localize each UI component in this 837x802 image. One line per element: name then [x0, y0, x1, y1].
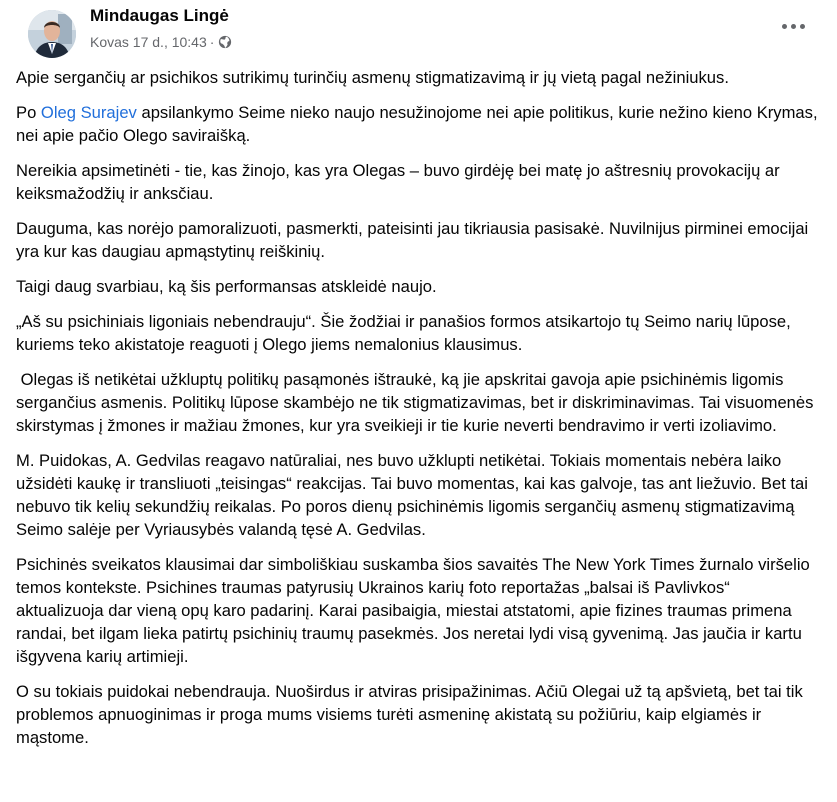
author-name[interactable]: Mindaugas Lingė — [90, 6, 229, 25]
author-avatar[interactable] — [28, 10, 76, 58]
paragraph-text: apsilankymo Seime nieko naujo nesužinojome nei apie politikus, kurie nežino kieno Krymas, nei apie pačio Olego saviraišką. — [16, 103, 818, 145]
post-meta — [90, 34, 232, 50]
more-options-button[interactable] — [779, 14, 807, 38]
post-body — [16, 60, 821, 749]
post-paragraph — [16, 101, 821, 147]
meta-separator: · — [209, 34, 215, 50]
post-paragraph: M. Puidokas, A. Gedvilas reagavo natūraliai, nes buvo užklupti netikėtai. Tokiais momentais nebėra laiko užsidėti kaukę ir transliuoti „teisingas“ reakcijas. Tai buvo momentas, kai kas galvoje, tas ant liežuvio. Bet tai nebuvo tik kelių sekundžių reikalas. Po poros dienų psichinėmis ligomis sergančių asmenų stigmatizavimą Seimo salėje per Vyriausybės valandą tęsė A. Gedvilas. — [16, 451, 808, 539]
post-paragraph: Dauguma, kas norėjo pamoralizuoti, pasmerkti, pateisinti jau tikriausia pasisakė. Nuvilnijus pirminei emocijai yra kur kas daugiau apmąstytinų reiškinių. — [16, 219, 809, 261]
globe-icon[interactable] — [218, 35, 232, 49]
more-options-icon — [791, 24, 796, 29]
paragraph-text: Po — [16, 103, 41, 122]
more-options-icon — [800, 24, 805, 29]
post-paragraph: Nereikia apsimetinėti - tie, kas žinojo, kas yra Olegas – buvo girdėję bei matę jo aštresnių provokacijų ar keiksmažodžių ir anksčiau. — [16, 161, 780, 203]
post-paragraph: O su tokiais puidokai nebendrauja. Nuoširdus ir atviras prisipažinimas. Ačiū Olegai už tą apšvietą, bet tai tik problemos apnuoginimas ir proga mums visiems turėti asmeninę akistatą su požiūriu, kaip elgiamės ir mąstome. — [16, 682, 803, 747]
post-timestamp[interactable]: Kovas 17 d., 10:43 — [90, 34, 207, 50]
post-paragraph: Olegas iš netikėtai užkluptų politikų pasąmonės ištraukė, ką jie apskritai gavoja apie psichinėmis ligomis sergančius asmenis. Politikų lūpose skambėjo ne tik stigmatizavimas, bet ir diskriminavimas. Tai visuomenės skirstymas į žmones ir mažiau žmones, kur yra sveikieji ir tie kurie neverti bendravimo ir verti izoliavimo. — [16, 370, 819, 435]
mention-link[interactable]: Oleg Surajev — [40, 103, 137, 122]
post-paragraph: Psichinės sveikatos klausimai dar simboliškiau suskamba šios savaitės The New York Times žurnalo viršelio temos kontekste. Psichines traumas patyrusių Ukrainos karių foto reportažas „balsai iš Pavlivkos“ aktualizuoja dar vieną opų karo padarinį. Karai pasibaigia, miestai atstatomi, apie fizines traumas primena randai, bet ilgam lieka patirtų psichinių traumų pasekmės. Jos neretai lydi visą gyvenimą. Jas jaučia ir kartu išgyvena karių artimieji. — [16, 555, 810, 666]
post-header — [16, 0, 821, 60]
post-paragraph: Taigi daug svarbiau, ką šis performansas atskleidė naujo. — [16, 277, 437, 296]
avatar-photo — [28, 10, 76, 58]
post-paragraph: Apie sergančių ar psichikos sutrikimų turinčių asmenų stigmatizavimą ir jų vietą pagal nežiniukus. — [16, 68, 729, 87]
more-options-icon — [782, 24, 787, 29]
post-paragraph: „Aš su psichiniais ligoniais nebendrauju“. Šie žodžiai ir panašios formos atsikartojo tų Seimo narių lūpose, kuriems teko akistatoje reaguoti į Olego jiems nemalonius klausimus. — [16, 312, 791, 354]
